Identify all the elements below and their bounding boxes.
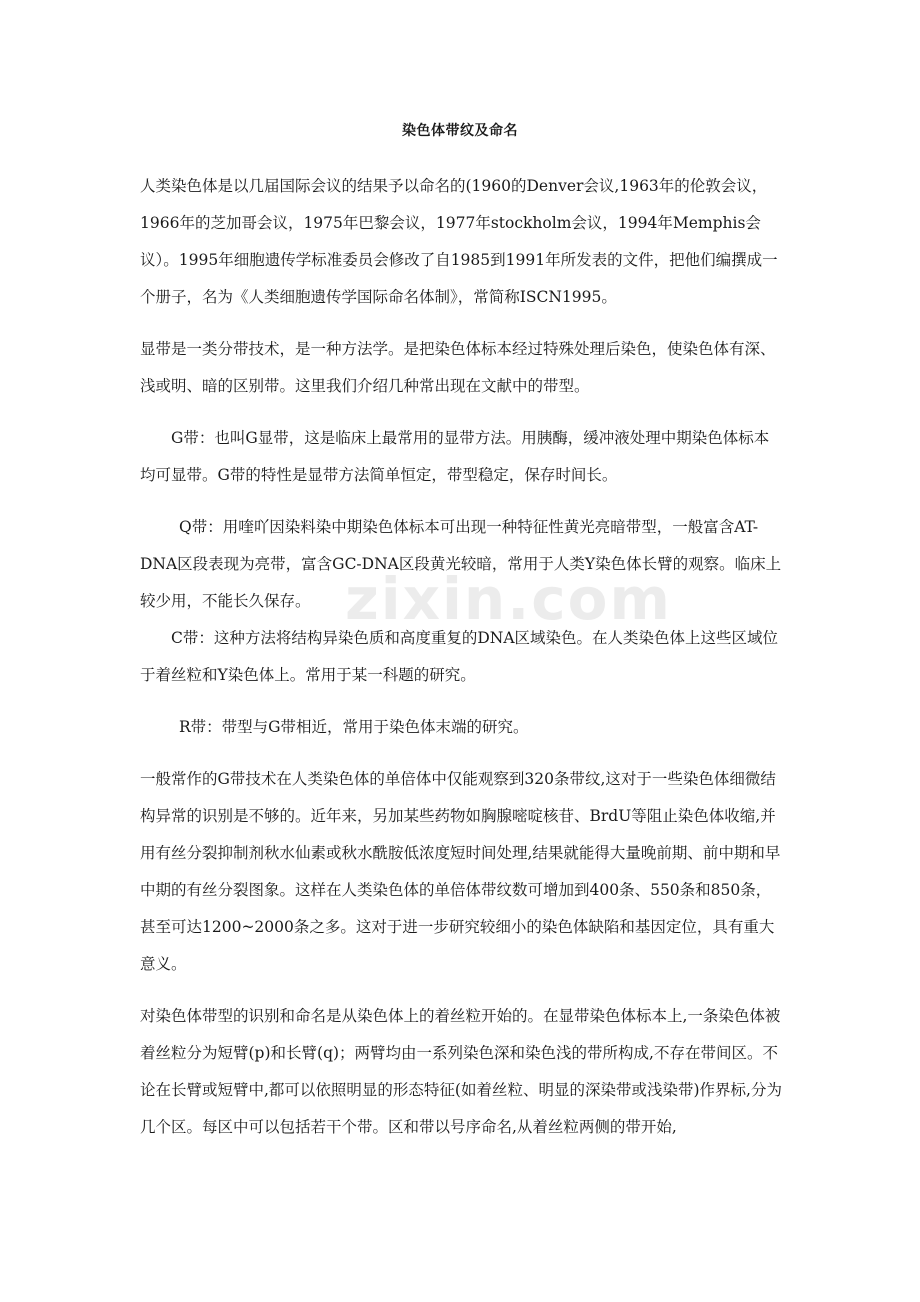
paragraph-r-band: R带：带型与G带相近，常用于染色体末端的研究。 [179, 718, 529, 736]
paragraph-c-band: C带：这种方法将结构异染色质和高度重复的DNA区域染色。在人类染色体上这些区域位于着丝粒和Y染色体上。常用于某一科题的研究。 [140, 629, 779, 684]
watermark: zixin.com [345, 565, 672, 633]
paragraph-high-resolution: 一般常作的G带技术在人类染色体的单倍体中仅能观察到320条带纹,这对于一些染色体细微结构异常的识别是不够的。近年来，另加某些药物如胸腺嘧啶核苷、BrdU等阻止染色体收缩,并用有丝分裂抑制剂秋水仙素或秋水酰胺低浓度短时间处理,结果就能得大量晚前期、前中期和早中期的有丝分裂图象。这样在人类染色体的单倍体带纹数可增加到400条、550条和850条，甚至可达1200~2000条之多。这对于进一步研究较细小的染色体缺陷和基因定位，具有重大意义。 [140, 770, 781, 973]
paragraph-q-band: Q带：用喹吖因染料染中期染色体标本可出现一种特征性黄光亮暗带型，一般富含AT-DNA区段表现为亮带，富含GC-DNA区段黄光较暗，常用于人类Y染色体长臂的观察。临床上较少用，不能长久保存。 [140, 518, 782, 610]
paragraph-banding-intro: 显带是一类分带技术，是一种方法学。是把染色体标本经过特殊处理后染色，使染色体有深、浅或明、暗的区别带。这里我们介绍几种常出现在文献中的带型。 [140, 340, 776, 395]
document-body [140, 168, 782, 1146]
document-title: 染色体带纹及命名 [402, 123, 518, 139]
paragraph-band-nomenclature: 对染色体带型的识别和命名是从染色体上的着丝粒开始的。在显带染色体标本上,一条染色体被着丝粒分为短臂(p)和长臂(q)；两臂均由一系列染色深和染色浅的带所构成,不存在带间区。不论在长臂或短臂中,都可以依照明显的形态特征(如着丝粒、明显的深染带或浅染带)作界标,分为几个区。每区中可以包括若干个带。区和带以号序命名,从着丝粒两侧的带开始, [140, 1007, 782, 1136]
paragraph-g-band: G带：也叫G显带，这是临床上最常用的显带方法。用胰酶，缓冲液处理中期染色体标本均可显带。G带的特性是显带方法简单恒定，带型稳定，保存时间长。 [140, 429, 770, 484]
paragraph-naming-history: 人类染色体是以几届国际会议的结果予以命名的(1960的Denver会议,1963年的伦敦会议，1966年的芝加哥会议，1975年巴黎会议，1977年stockholm会议，1994年Memphis会议）。1995年细胞遗传学标准委员会修改了自1985到1991年所发表的文件，把他们编撰成一个册子，名为《人类细胞遗传学国际命名体制》，常简称ISCN1995。 [140, 177, 778, 306]
